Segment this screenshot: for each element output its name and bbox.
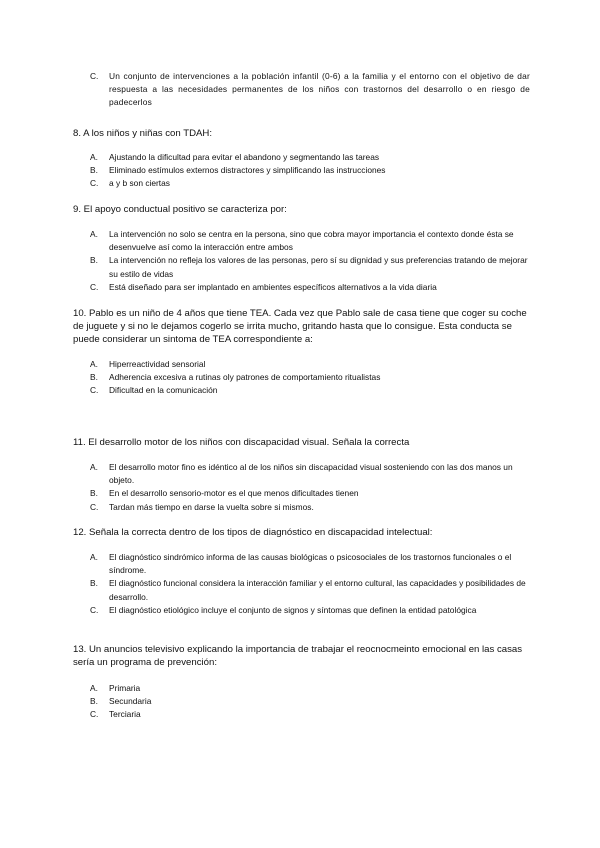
option-a	[90, 151, 530, 164]
option-c	[90, 501, 530, 514]
option-c	[90, 70, 530, 110]
option-text: La intervención no solo se centra en la persona, sino que cobra mayor importancia el contexto donde ésta se desenvuelve así como la interacción entre ambos	[109, 229, 514, 253]
option-text: Un conjunto de intervenciones a la población infantil (0-6) a la familia y el entorno con el objetivo de dar respuesta a las necesidades permanentes de los niños con trastornos del desarrollo o en riesgo de padecerlos	[109, 71, 530, 108]
q9-options	[90, 228, 530, 294]
option-text: Eliminado estímulos externos distractores y simplificando las instrucciones	[109, 165, 386, 176]
q10-options	[90, 358, 530, 398]
option-letter: A.	[90, 359, 98, 369]
q11-options	[90, 461, 530, 514]
option-text: Secundaria	[109, 696, 152, 707]
option-letter: C.	[90, 71, 99, 81]
question-9-stem: 9. El apoyo conductual positivo se caracteriza por:	[73, 204, 287, 215]
option-text: La intervención no refleja los valores de las personas, pero sí su dignidad y sus preferencias tratando de mejorar su estilo de vidas	[109, 255, 528, 279]
option-c	[90, 177, 530, 190]
option-text: En el desarrollo sensorio-motor es el que menos dificultades tienen	[109, 488, 359, 499]
option-c	[90, 708, 530, 721]
option-letter: A.	[90, 152, 98, 162]
question-13-stem: 13. Un anuncios televisivo explicando la importancia de trabajar el reocnocmeinto emocional en las casas sería un programa de prevención:	[73, 644, 523, 669]
option-text: El desarrollo motor fino es idéntico al de los niños sin discapacidad visual sosteniendo con las dos manos un objeto.	[109, 462, 513, 486]
option-text: Ajustando la dificultad para evitar el abandono y segmentando las tareas	[109, 152, 380, 162]
option-letter: A.	[90, 683, 98, 693]
q8-options	[90, 151, 530, 191]
option-c	[90, 281, 530, 294]
option-text: El diagnóstico sindrómico informa de las causas biológicas o psicosociales de los trastornos funcionales o el síndrome.	[109, 552, 512, 576]
option-letter: C.	[90, 178, 99, 189]
question-12-stem: 12. Señala la correcta dentro de los tipos de diagnóstico en discapacidad intelectual:	[73, 527, 433, 538]
option-b	[90, 254, 530, 280]
option-text: El diagnóstico funcional considera la interacción familiar y el entorno cultural, las capacidades y posibilidades de desarrollo.	[109, 578, 526, 602]
option-letter: A.	[90, 552, 98, 562]
option-letter: B.	[90, 488, 98, 499]
option-b	[90, 487, 530, 500]
option-text: Terciaria	[109, 709, 141, 720]
option-letter: B.	[90, 696, 98, 707]
option-c	[90, 384, 530, 397]
option-a	[90, 228, 530, 254]
option-letter: A.	[90, 229, 98, 239]
option-text: Dificultad en la comunicación	[109, 385, 218, 396]
option-letter: B.	[90, 255, 98, 266]
option-b	[90, 371, 530, 384]
option-letter: B.	[90, 165, 98, 176]
option-letter: C.	[90, 709, 99, 720]
q7-options	[90, 70, 530, 110]
option-letter: C.	[90, 501, 99, 512]
option-letter: B.	[90, 372, 98, 383]
option-text: Primaria	[109, 683, 141, 693]
option-text: Hiperreactividad sensorial	[109, 359, 206, 369]
option-letter: C.	[90, 281, 99, 292]
option-text: Adherencia excesiva a rutinas oly patrones de comportamiento ritualistas	[109, 372, 381, 383]
option-letter: B.	[90, 578, 98, 589]
option-c	[90, 604, 530, 617]
option-a	[90, 358, 530, 371]
option-letter: C.	[90, 385, 99, 396]
option-text: El diagnóstico etiológico incluye el conjunto de signos y síntomas que definen la entidad patológica	[109, 604, 477, 615]
q12-options	[90, 551, 530, 617]
option-letter: C.	[90, 604, 99, 615]
option-b	[90, 164, 530, 177]
question-10-stem: 10. Pablo es un niño de 4 años que tiene TEA. Cada vez que Pablo sale de casa tiene que coger su coche de juguete y si no le dejamos cogerlo se irrita mucho, gritando hasta que lo consigue. Esta conducta se puede considerar un sintoma de TEA correspondiente a:	[73, 308, 527, 346]
option-a	[90, 682, 530, 695]
q13-options	[90, 682, 530, 722]
option-text: Tardan más tiempo en darse la vuelta sobre si mismos.	[109, 501, 314, 512]
option-a	[90, 551, 530, 577]
option-a	[90, 461, 530, 487]
option-text: a y b son ciertas	[109, 178, 170, 189]
option-text: Está diseñado para ser implantado en ambientes específicos alternativos a la vida diaria	[109, 281, 437, 292]
question-11-stem: 11. El desarrollo motor de los niños con discapacidad visual. Señala la correcta	[73, 437, 410, 448]
question-8-stem: 8. A los niños y niñas con TDAH:	[73, 128, 213, 139]
option-letter: A.	[90, 462, 98, 472]
option-b	[90, 695, 530, 708]
option-b	[90, 577, 530, 603]
